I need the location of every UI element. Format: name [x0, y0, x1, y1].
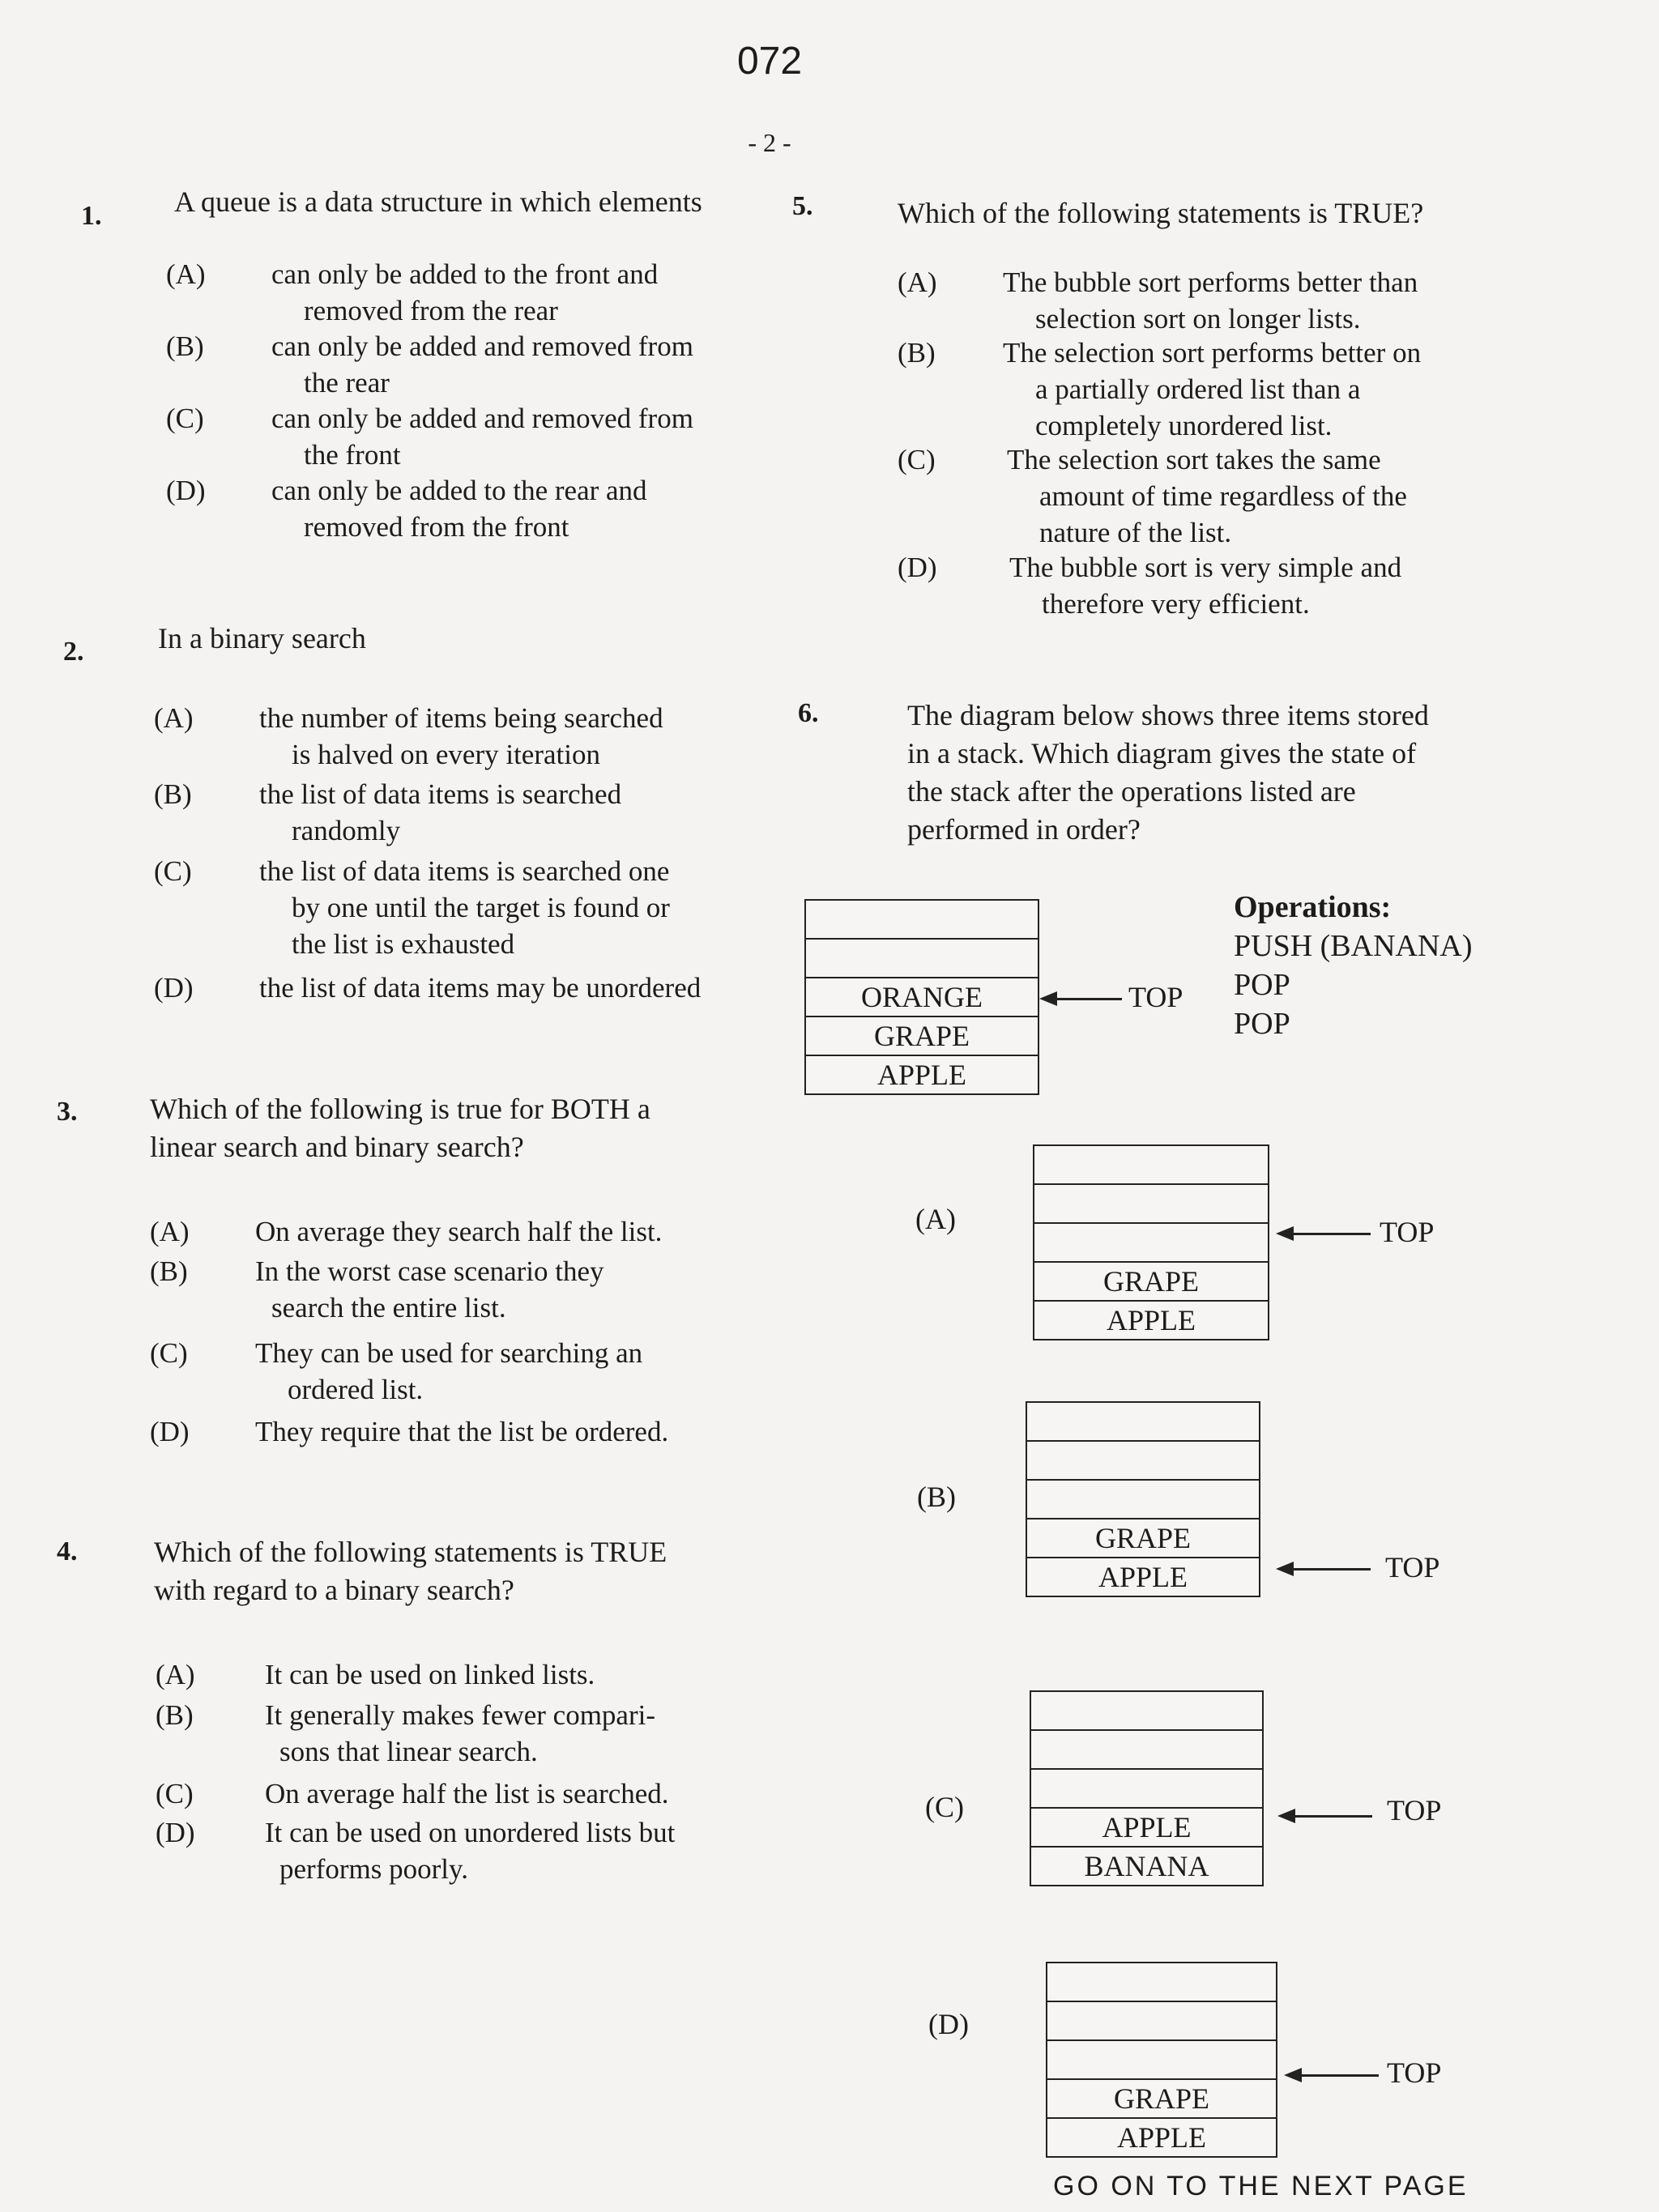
top-label: TOP: [1387, 2056, 1442, 2089]
stack-cell: BANANA: [1084, 1850, 1209, 1882]
question-stem: In a binary search: [158, 622, 366, 654]
stack-cell: [1027, 1403, 1259, 1442]
question-stem: Which of the following is true for BOTH a linear search and binary search?: [150, 1093, 650, 1163]
stack-cell: [1034, 1185, 1268, 1224]
question-stem: Which of the following statements is TRUE with regard to a binary search?: [154, 1536, 667, 1606]
choice-b-stack: [1026, 1401, 1260, 1597]
stack-cell: [806, 940, 1038, 978]
stack-cell: APPLE: [1098, 1561, 1188, 1593]
question-number: 5.: [792, 191, 813, 221]
stack-cell: [1034, 1224, 1268, 1263]
arrow-line: [1290, 1233, 1371, 1235]
stack-cell: APPLE: [1116, 2121, 1207, 2154]
stack-cell: [1031, 1692, 1262, 1731]
question-number: 2.: [63, 637, 84, 667]
stack-cell: GRAPE: [1047, 2080, 1276, 2119]
question-stem: A queue is a data structure in which elements: [174, 185, 702, 218]
question-stem: The diagram below shows three items stored in a stack. Which diagram gives the state of the stack after the operations listed are performed in order?: [907, 699, 1429, 846]
choice-d-stack: [1046, 1962, 1277, 2158]
stack-cell: ORANGE: [806, 978, 1038, 1017]
stack-cell: [1034, 1146, 1268, 1185]
stack-cell: [1031, 1770, 1262, 1809]
top-label: TOP: [1128, 981, 1183, 1013]
stack-cell: [1047, 1963, 1276, 2002]
top-label: TOP: [1380, 1216, 1435, 1248]
arrow-line: [1290, 1568, 1371, 1571]
stack-cell: GRAPE: [1034, 1263, 1268, 1302]
initial-stack: [804, 899, 1039, 1095]
choice-c-stack: [1030, 1690, 1264, 1886]
operations-list: Operations: PUSH (BANANA) POP POP: [1234, 890, 1473, 1041]
arrow-line: [1053, 998, 1122, 1000]
stack-cell: APPLE: [1031, 1809, 1262, 1848]
stack-cell: GRAPE: [806, 1017, 1038, 1056]
arrow-line: [1291, 1815, 1372, 1818]
stack-cell: GRAPE: [1027, 1519, 1259, 1558]
question-number: 6.: [798, 698, 819, 728]
question-number: 4.: [57, 1536, 78, 1566]
top-label: TOP: [1385, 1551, 1440, 1583]
stack-cell: [806, 901, 1038, 940]
stack-cell: APPLE: [876, 1059, 967, 1091]
page-number: - 2 -: [748, 128, 791, 157]
stack-cell: [1027, 1442, 1259, 1481]
choice-d-label: (D): [928, 2008, 969, 2040]
stack-cell: [1047, 2002, 1276, 2041]
stack-cell: APPLE: [1106, 1304, 1196, 1336]
footer-next-page: GO ON TO THE NEXT PAGE: [1053, 2171, 1469, 2201]
choice-b-label: (B): [917, 1481, 956, 1513]
choice-a-stack: [1033, 1144, 1269, 1340]
exam-code: 072: [736, 40, 803, 83]
stack-cell: [1031, 1731, 1262, 1770]
question-number: 1.: [81, 201, 102, 231]
stack-cell: [1047, 2041, 1276, 2080]
choice-a-label: (A): [915, 1203, 956, 1235]
choice-c-label: (C): [925, 1791, 964, 1823]
question-number: 3.: [57, 1097, 78, 1127]
top-label: TOP: [1387, 1794, 1442, 1826]
arrow-line: [1298, 2074, 1379, 2077]
question-stem: Which of the following statements is TRUE?: [898, 197, 1424, 229]
stack-cell: [1027, 1481, 1259, 1519]
